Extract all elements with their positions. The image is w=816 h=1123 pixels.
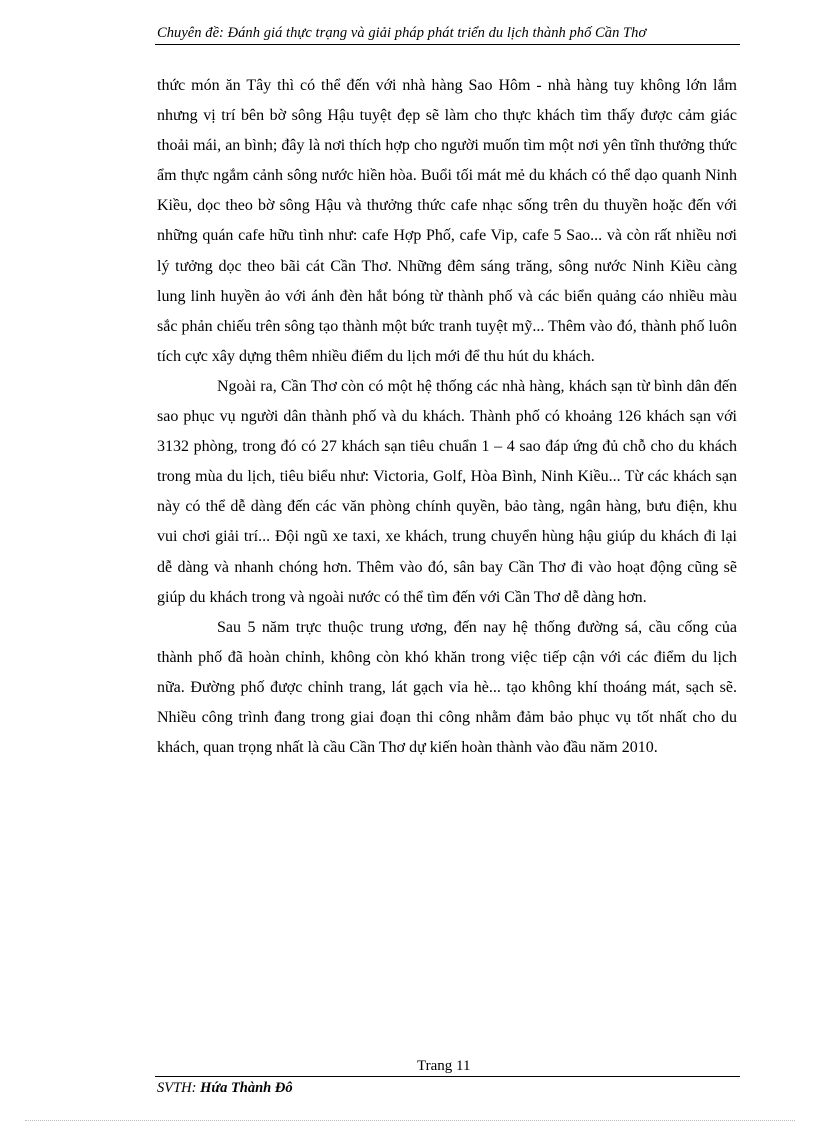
page-header bbox=[155, 21, 740, 45]
paragraph-hotels: Ngoài ra, Cần Thơ còn có một hệ thống các nhà hàng, khách sạn từ bình dân đến sao phục vụ người dân thành phố và du khách. Thành phố có khoảng 126 khách sạn với 3132 phòng, trong đó có 27 khách sạn tiêu chuẩn 1 – 4 sao đáp ứng đủ chỗ cho du khách trong mùa du lịch, tiêu biểu như: Victoria, Golf, Hòa Bình, Ninh Kiều... Từ các khách sạn này có thể dễ dàng đến các văn phòng chính quyền, bảo tàng, ngân hàng, bưu điện, khu vui chơi giải trí... Đội ngũ xe taxi, xe khách, trung chuyển hùng hậu giúp du khách đi lại dễ dàng và nhanh chóng hơn. Thêm vào đó, sân bay Cần Thơ đi vào hoạt động cũng sẽ giúp du khách trong và ngoài nước có thể tìm đến với Cần Thơ dễ dàng hơn. bbox=[157, 377, 737, 606]
paragraph-continuation: thức món ăn Tây thì có thể đến với nhà hàng Sao Hôm - nhà hàng tuy không lớn lắm nhưng vị trí bên bờ sông Hậu tuyệt đẹp sẽ làm cho thực khách tìm thấy được cảm giác thoải mái, an bình; đây là nơi thích hợp cho người muốn tìm một nơi yên tĩnh thưởng thức ẩm thực ngắm cảnh sông nước hiền hòa. Buổi tối mát mẻ du khách có thể dạo quanh Ninh Kiều, dọc theo bờ sông Hậu và thưởng thức cafe nhạc sống trên du thuyền hoặc đến với những quán cafe hữu tình như: cafe Hợp Phố, cafe Vip, cafe 5 Sao... và còn rất nhiều nơi lý tưởng dọc theo bãi cát Cần Thơ. Những đêm sáng trăng, sông nước Ninh Kiều càng lung linh huyền ảo với ánh đèn hắt bóng từ thành phố và các biển quảng cáo nhiều màu sắc phản chiếu trên sông tạo thành một bức tranh tuyệt mỹ... Thêm vào đó, thành phố luôn tích cực xây dựng thêm nhiều điểm du lịch mới để thu hút du khách. bbox=[157, 77, 737, 365]
header-title: Chuyên đề: Đánh giá thực trạng và giải pháp phát triển du lịch thành phố Cần Thơ bbox=[157, 25, 647, 41]
footer-author bbox=[157, 1080, 293, 1097]
footer-divider bbox=[155, 1076, 740, 1077]
paragraph-infrastructure: Sau 5 năm trực thuộc trung ương, đến nay hệ thống đường sá, cầu cống của thành phố đã hoàn chỉnh, không còn khó khăn trong việc tiếp cận với các điểm du lịch nữa. Đường phố được chỉnh trang, lát gạch vỉa hè... tạo không khí thoáng mát, sạch sẽ. Nhiều công trình đang trong giai đoạn thi công nhằm đảm bảo phục vụ tốt nhất cho du khách, quan trọng nhất là cầu Cần Thơ dự kiến hoàn thành vào đầu năm 2010. bbox=[157, 618, 737, 757]
document-body bbox=[157, 71, 737, 763]
author-name: Hứa Thành Đô bbox=[200, 1080, 293, 1096]
page-number: Trang 11 bbox=[417, 1058, 471, 1074]
page-bottom-border bbox=[25, 1120, 795, 1121]
author-prefix: SVTH: bbox=[157, 1080, 201, 1096]
